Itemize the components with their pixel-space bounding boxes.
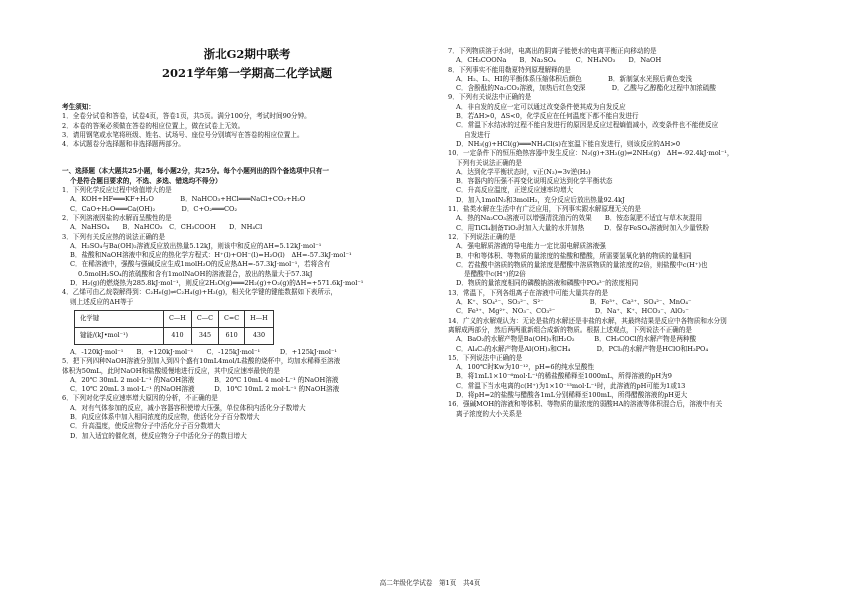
question-line: A．热的Na₂CO₃溶液可以增强清洗油污的效果 B．铵态氮肥不适宜与草木灰混用 [456,214,703,223]
question-line: D．加入1molN₂和3molH₂，充分反应后放出热量92.4kJ [456,195,625,204]
question-line: B．若ΔH>0，ΔS<0，化学反应在任何温度下都不能自发进行 [456,112,639,121]
notice-item: 2．本卷的答案必须做在答卷的相应位置上，做在试卷上无效。 [62,121,245,130]
question-line: 离解成两部分，然后两两重新组合成新的物质。根据上述观点，下列说法不正确的是 [448,325,692,334]
table-cell: 430 [245,327,274,344]
question-line: 15．下列说法中正确的是 [448,353,523,362]
question-line: D．NH₃(g)+HCl(g)═══NH₄Cl(s)在室温下能自发进行，则该反应的ΔH>0 [456,139,681,148]
section-heading-cont: 个是符合题目要求的，不选、多选、错选均不得分） [70,176,222,185]
question-line: A．K⁺、SO₄²⁻、SO₃²⁻、S²⁻ B．Fe³⁺、Ca²⁺、SO₄²⁻、MnO₄⁻ [456,298,692,307]
question-line: 是醋酸中c(H⁺)的2倍 [464,270,526,279]
question-block [62,348,432,441]
question-line: 14．广义的水解观认为：无论是盐的水解还是非盐的水解，其最终结果是反应中各物质和水分别 [448,316,727,325]
table-cell: 610 [219,327,245,344]
table-cell: 345 [191,327,218,344]
question-line: C．Fe³⁺、Mg²⁺、NO₃⁻、CO₃²⁻ D．Na⁺、K⁺、HCO₃⁻、AlO₂⁻ [456,307,689,316]
question-line: B．容器内的压强不再变化说明反应达到化学平衡状态 [456,177,613,186]
question-line: B．向反应体系中加入相同浓度的反应物，使活化分子百分数增大 [70,413,260,422]
page-footer: 高二年级化学试卷 第1页 共4页 [379,579,481,587]
question-line: A．对有气体参加的反应，减小容器容积使增大压强，单位体积内活化分子数增大 [70,403,306,412]
question-line: A．KOH+HF═══KF+H₂O B．NaHCO₃+HCl═══NaCl+CO₂+H₂O [70,195,306,204]
question-line: A．H₂SO₄与Ba(OH)₂溶液反应放出热量5.12kJ，则该中和反应的ΔH=5.12kJ·mol⁻¹ [70,241,322,250]
bond-energy-table [74,310,274,345]
question-line: C．升高反应温度，正逆反应速率均增大 [456,186,574,195]
exam-title: 浙北G2期中联考 [203,47,291,61]
table-cell: C—H [164,310,192,327]
question-line: 13．常温下，下列各组离子在溶液中可能大量共存的是 [448,288,609,297]
exam-subtitle: 2021学年第一学期高二化学试题 [161,66,332,80]
question-line: A．20℃ 30mL 2 mol·L⁻¹ 的NaOH溶液 B．20℃ 10mL 4 mol·L⁻¹ 的NaOH溶液 [70,375,339,384]
right-column [448,47,848,419]
question-line: 自发进行 [464,130,491,139]
question-line: C．10℃ 20mL 3 mol·L⁻¹ 的NaOH溶液 D．10℃ 10mL 2 mol·L⁻¹ 的NaOH溶液 [70,385,340,394]
question-line: A．NaHSO₄ B．NaHCO₃ C．CH₃COOH D．NH₄Cl [70,223,263,232]
table-row [75,310,274,327]
question-line: C．Al₄C₃的水解产物是Al(OH)₃和CH₄ D．PCl₃的水解产物是HClO和H₃PO₄ [456,344,709,353]
question-line: A．H₂、I₂、HI的平衡体系压缩体积后颜色 B．新制氯水光照后黄色变浅 [456,74,693,83]
table-cell: 化学键 [75,310,164,327]
question-line: C．常温下水结冰的过程不能自发进行的原因是反应过程熵值减小，改变条件也不能使反应 [456,121,719,130]
question-line: C．用TiCl₄制备TiO₂时加入大量的水并加热 D．保存FeSO₄溶液时加入少量铁粉 [456,223,710,232]
table-cell: C—C [191,310,218,327]
question-line: 16．强碱MOH的溶液和等体积、等物质的量浓度的弱酸HA的溶液等体积混合后，溶液中有关 [448,400,723,409]
table-cell: C=C [219,310,245,327]
question-line: C．CaO+H₂O═══Ca(OH)₂ D．C+O₂═══CO₂ [70,204,238,213]
question-line: A．-120kJ·mol⁻¹ B．+120kJ·mol⁻¹ C．-125kJ·mol⁻¹ D．+125kJ·mol⁻¹ [70,347,338,356]
question-line: 4．乙烯可由乙烷裂解得到：C₂H₆(g)⇌C₂H₄(g)+H₂(g)，相关化学键的键能数据如下表所示， [62,288,338,297]
question-line: A．强电解质溶液的导电能力一定比弱电解质溶液强 [456,242,606,251]
notice-list [62,112,432,149]
question-line: B．将1mL1×10⁻⁶mol·L⁻¹的稀盐酸稀释至1000mL，所得溶液的pH为9 [456,372,672,381]
notice-item: 1．全卷分试卷和答卷，试卷4页，答卷1页，共5页。满分100分，考试时间90分钟。 [62,112,311,121]
question-line: B．盐酸和NaOH溶液中和反应的热化学方程式：H⁺(l)+OH⁻(l)=H₂O(l) ΔH=-57.3kJ·mol⁻¹ [70,251,352,260]
question-line: 2．下列溶液因盐的水解而呈酸性的是 [62,213,172,222]
question-line: 0.5molH₂SO₄的浓硫酸和含有1molNaOH的溶液混合，放出的热量大于57.3kJ [78,269,313,278]
question-line: 则上述反应的ΔH等于 [70,297,134,306]
question-line: A．CH₃COONa B．Na₂SO₄ C．NH₄NO₃ D．NaOH [456,56,662,65]
table-cell: H—H [245,310,274,327]
notice-item: 4．本试题卷分选择题和非选择题两部分。 [62,140,185,149]
question-line: 11．盐类水解在生活中有广泛应用，下列事实跟水解原理无关的是 [448,205,642,214]
question-line: C．升高温度，使反应物分子中活化分子百分数增大 [70,422,221,431]
question-line: 3．下列有关反应热的说法正确的是 [62,232,166,241]
question-line: 6．下列对化学反应速率增大原因的分析，不正确的是 [62,394,218,403]
question-line: D．加入适宜的催化剂，使反应物分子中活化分子的数目增大 [70,431,247,440]
question-line: C．常温下当水电离的c(H⁺)为1×10⁻¹³mol·L⁻¹时，此溶液的pH可能为1或13 [456,381,686,390]
question-line: C．含酚酞的Na₂CO₃溶液，加热后红色变深 D．乙酸与乙醇酯化过程中加浓硫酸 [456,84,716,93]
question-line: 7．下列物质溶于水时，电离出的阴离子能使水的电离平衡正向移动的是 [448,47,657,55]
question-line: A．达到化学平衡状态时，v正(N₂)=3v逆(H₂) [456,167,591,176]
question-line: A．非自发的反应一定可以通过改变条件使其成为自发反应 [456,102,626,111]
question-line: 体积为50mL，此时NaOH和盐酸缓慢地进行反应，其中反应速率最快的是 [62,366,280,375]
question-line: D．物质的量浓度相同的磷酸钠溶液和磷酸中PO₄³⁻的浓度相同 [456,279,639,288]
question-line: 下列有关说法正确的是 [456,158,522,167]
question-line: 1．下列化学反应过程中焓值增大的是 [62,186,172,195]
question-line: 8．下列事实不能用勒夏特列原理解释的是 [448,65,571,74]
question-line: 5．把下列四种NaOH溶液分别加入到四个盛有10mL4mol/L盐酸的烧杯中，均加水稀释至溶液 [62,357,341,366]
question-line: 10．一定条件下的恒压绝热容器中发生反应：N₂(g)+3H₂(g)⇌2NH₃(g) ΔH=-92.4kJ·mol⁻¹， [448,149,734,158]
table-row [75,327,274,344]
section-heading: 一、选择题（本大题共25小题，每小题2分，共25分。每个小题列出的四个备选项中只有一 [62,167,329,176]
question-line: C．若盐酸中溶质的物质的量浓度是醋酸中溶质物质的量浓度的2倍，则盐酸中c(H⁺)也 [456,260,708,269]
question-block [448,47,848,419]
table-cell: 键能/(kJ•mol⁻¹) [75,327,164,344]
question-line: 离子浓度的大小关系是 [456,409,522,418]
left-column [62,0,432,441]
question-line: D．将pH=2的盐酸与醋酸各1mL分别稀释至100mL，所得醋酸溶液的pH更大 [456,390,688,399]
question-line: 9．下列有关说法中正确的是 [448,93,532,102]
question-block [62,186,432,307]
question-line: D．H₂(g)的燃烧热为285.8kJ·mol⁻¹，则反应2H₂O(g)═══2H₂(g)+O₂(g)的ΔH=+571.6kJ·mol⁻¹ [70,279,364,288]
notice-item: 3．请用钢笔或水笔将班级、姓名、试场号、座位号分别填写在答卷的相应位置上。 [62,130,304,139]
question-line: A．100℃时Kw为10⁻¹²，pH=6的纯水呈酸性 [456,363,595,372]
question-line: C．在稀溶液中，强酸与强碱反应生成1molH₂O的反应热ΔH=-57.3kJ·mol⁻¹，若将含有 [70,260,331,269]
table-cell: 410 [164,327,192,344]
question-line: 12．下列说法正确的是 [448,232,516,241]
question-line: B．中和等体积、等物质的量浓度的盐酸和醋酸，所需要氢氧化钠的物质的量相同 [456,251,692,260]
question-line: A．BaO₂的水解产物是Ba(OH)₂和H₂O₂ B．CH₃COCl的水解产物是两种酸 [456,335,697,344]
notice-heading: 考生须知： [62,103,95,111]
